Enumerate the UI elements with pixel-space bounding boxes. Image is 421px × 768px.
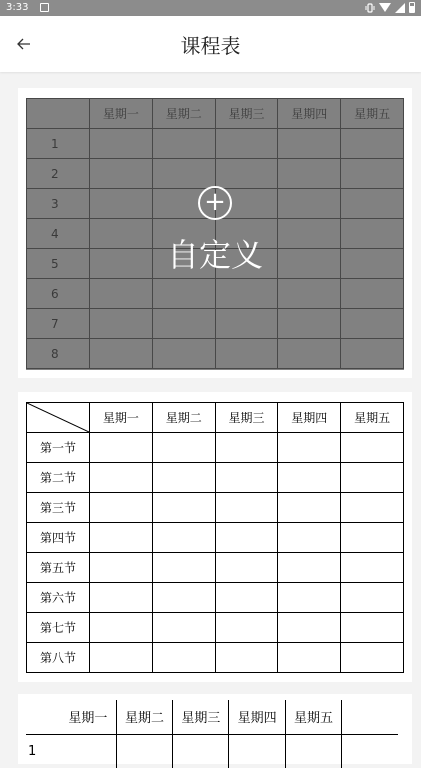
- row-label: 第三节: [27, 493, 90, 523]
- timetable-cell: [285, 734, 341, 768]
- row-label: 第六节: [27, 583, 90, 613]
- timetable-cell: [278, 493, 341, 523]
- timetable-cell: [278, 583, 341, 613]
- table-header-row: [26, 700, 398, 734]
- template-card-custom[interactable]: [18, 88, 412, 378]
- app-bar: [0, 16, 421, 72]
- plus-circle-icon: +: [198, 186, 232, 220]
- diagonal-line: [27, 403, 89, 432]
- timetable-cell: [215, 493, 278, 523]
- timetable-cell: [215, 433, 278, 463]
- row-label: 1: [26, 734, 60, 768]
- timetable-cell: [341, 613, 404, 643]
- corner-cell: [26, 700, 60, 734]
- table-row: [27, 643, 404, 673]
- timetable-cell: [278, 643, 341, 673]
- timetable-cell: [90, 433, 153, 463]
- column-header: 星期四: [278, 403, 341, 433]
- table-row: [27, 553, 404, 583]
- status-time: 3:33: [6, 2, 29, 13]
- timetable-cell: [152, 643, 215, 673]
- timetable-cell: [341, 493, 404, 523]
- timetable-cell: [90, 493, 153, 523]
- timetable-cell: [152, 613, 215, 643]
- wifi-icon: [379, 3, 391, 12]
- table-row: [27, 523, 404, 553]
- timetable-cell: [341, 463, 404, 493]
- table-header-row: [27, 403, 404, 433]
- timetable-cell: [278, 463, 341, 493]
- timetable-cell: [90, 643, 153, 673]
- battery-icon: [409, 2, 415, 13]
- column-header: 星期五: [285, 700, 341, 734]
- timetable-cell: [90, 463, 153, 493]
- column-header: 星期三: [215, 403, 278, 433]
- table-row: [27, 493, 404, 523]
- timetable-cell: [60, 734, 116, 768]
- timetable-cell: [229, 734, 285, 768]
- timetable-cell: [278, 433, 341, 463]
- table-row: [27, 583, 404, 613]
- timetable-cell: [215, 463, 278, 493]
- notification-icon: [40, 3, 49, 12]
- row-label: 第四节: [27, 523, 90, 553]
- vibrate-icon: [365, 3, 375, 13]
- column-header: 星期一: [60, 700, 116, 734]
- column-header: [342, 700, 398, 734]
- corner-cell-diagonal: [27, 403, 90, 433]
- timetable-cell: [215, 643, 278, 673]
- timetable-template-3: [26, 700, 398, 768]
- row-label: 第八节: [27, 643, 90, 673]
- timetable-cell: [173, 734, 229, 768]
- timetable-cell: [152, 583, 215, 613]
- timetable-cell: [215, 583, 278, 613]
- timetable-cell: [278, 613, 341, 643]
- row-label: 第二节: [27, 463, 90, 493]
- table-row: [27, 433, 404, 463]
- template-card-2[interactable]: [18, 392, 412, 682]
- column-header: 星期二: [116, 700, 172, 734]
- custom-overlay[interactable]: [26, 98, 404, 370]
- column-header: 星期二: [152, 403, 215, 433]
- table-row: [27, 463, 404, 493]
- timetable-cell: [152, 553, 215, 583]
- timetable-cell: [341, 583, 404, 613]
- timetable-cell: [215, 613, 278, 643]
- timetable-cell: [341, 433, 404, 463]
- template-card-3[interactable]: [18, 694, 412, 764]
- timetable-cell: [278, 523, 341, 553]
- status-icons: [365, 2, 415, 13]
- timetable-cell: [215, 553, 278, 583]
- timetable-cell: [90, 613, 153, 643]
- timetable-cell: [116, 734, 172, 768]
- timetable-cell: [152, 493, 215, 523]
- timetable-cell: [278, 553, 341, 583]
- timetable-cell: [90, 583, 153, 613]
- timetable-cell: [90, 523, 153, 553]
- timetable-template-2: [26, 402, 404, 673]
- signal-icon: [395, 3, 405, 13]
- row-label: 第七节: [27, 613, 90, 643]
- timetable-cell: [215, 523, 278, 553]
- column-header: 星期一: [90, 403, 153, 433]
- timetable-cell: [152, 433, 215, 463]
- custom-label: 自定义: [166, 236, 263, 274]
- timetable-cell: [342, 734, 398, 768]
- page-title: 课程表: [180, 34, 241, 58]
- timetable-cell: [152, 463, 215, 493]
- row-label: 第一节: [27, 433, 90, 463]
- timetable-cell: [152, 523, 215, 553]
- custom-button[interactable]: [26, 186, 404, 276]
- timetable-cell: [90, 553, 153, 583]
- table-row: [27, 613, 404, 643]
- timetable-cell: [341, 553, 404, 583]
- row-label: 第五节: [27, 553, 90, 583]
- table-row: [26, 734, 398, 768]
- status-bar: [0, 0, 421, 16]
- column-header: 星期四: [229, 700, 285, 734]
- timetable-cell: [341, 643, 404, 673]
- timetable-cell: [341, 523, 404, 553]
- column-header: 星期三: [173, 700, 229, 734]
- column-header: 星期五: [341, 403, 404, 433]
